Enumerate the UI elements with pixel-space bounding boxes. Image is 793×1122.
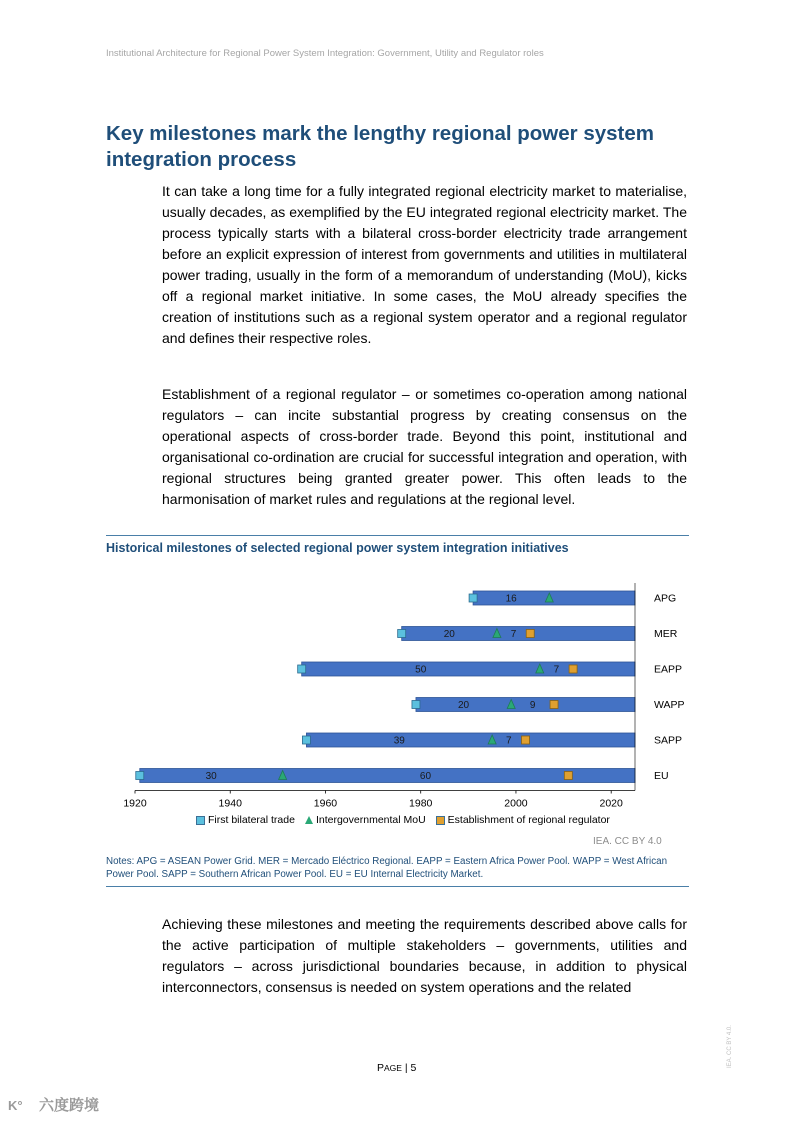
marker-regulator: [564, 772, 572, 780]
figure-bottom-rule: [106, 886, 689, 887]
watermark-text: 六度跨境: [39, 1097, 100, 1114]
legend-label: Establishment of regional regulator: [447, 814, 610, 826]
category-label: APG: [654, 592, 677, 605]
category-label: WAPP: [654, 699, 685, 711]
gap-label: 20: [443, 629, 455, 640]
marker-first-bilateral: [302, 736, 310, 744]
category-label: SAPP: [654, 734, 683, 747]
gap-label: 39: [393, 735, 405, 747]
figure-title: Historical milestones of selected regional power system integration initiatives: [106, 541, 569, 555]
triangle-marker-icon: [305, 816, 313, 824]
figure-notes: Notes: APG = ASEAN Power Grid. MER = Mercado Eléctrico Regional. EAPP = Eastern Africa Power Pool. WAPP = West African Power Pool. SAPP = Southern African Power Pool. EU = EU Internal Electricity Market.: [106, 856, 668, 880]
x-tick-label: 1920: [123, 797, 147, 810]
category-label: EU: [654, 770, 669, 782]
gap-label: 60: [419, 771, 432, 782]
svg-text:K°: K°: [8, 1097, 23, 1113]
legend-item-regulator: [436, 814, 610, 826]
marker-regulator: [550, 701, 558, 709]
running-header: Institutional Architecture for Regional Power System Integration: Government, Utility and Regulator roles: [106, 48, 544, 59]
marker-first-bilateral: [298, 665, 306, 673]
gap-label: 9: [529, 700, 536, 711]
watermark: [8, 1094, 99, 1115]
gap-label: 20: [458, 700, 470, 711]
category-label: EAPP: [654, 663, 683, 676]
watermark-logo-icon: [8, 1095, 36, 1115]
body-paragraph-1: It can take a long time for a fully integrated regional electricity market to materialise, usually decades, as exemplified by the EU integrated regional electricity market. The process typically starts with a bilateral cross-border electricity trade arrangement before an explicit expression of interest from governments and utilities in multilateral power trading, usually in the form of a memorandum of understanding (MoU), kicks off a regional market initiative. In some cases, the MoU already specifies the creation of institutions such as a regional system operator and a regional regulator and defines their respective roles.: [162, 183, 687, 346]
gap-label: 7: [553, 664, 560, 676]
marker-first-bilateral: [398, 630, 406, 638]
legend-label: First bilateral trade: [208, 814, 295, 826]
marker-regulator: [521, 736, 529, 744]
x-tick-label: 1980: [409, 797, 433, 810]
gap-label: 7: [510, 629, 517, 640]
figure-source: IEA. CC BY 4.0: [593, 836, 662, 847]
legend-item-mou: [305, 814, 426, 826]
x-tick-label: 2000: [504, 797, 528, 810]
square-marker-icon: [196, 816, 205, 825]
square-marker-icon: [436, 816, 445, 825]
x-tick-label: 1960: [313, 797, 338, 810]
side-license: IEA. CC BY 4.0.: [727, 1025, 733, 1068]
gap-label: 50: [415, 664, 427, 676]
timeline-bar-wapp: [416, 698, 635, 712]
marker-first-bilateral: [136, 772, 144, 780]
body-paragraph-3: Achieving these milestones and meeting the requirements described above calls for the active participation of multiple stakeholders – governments, utilities and regulators – across jurisdictional boundaries because, in addition to physical interconnectors, consensus is needed on system operations and the related: [162, 916, 687, 995]
gap-label: 16: [505, 593, 517, 605]
timeline-bar-mer: [402, 627, 635, 641]
milestones-chart: [100, 570, 700, 810]
marker-regulator: [569, 665, 577, 673]
chart-legend: [196, 814, 610, 826]
marker-first-bilateral: [412, 701, 420, 709]
timeline-bar-apg: [473, 591, 635, 605]
legend-item-first-bilateral: [196, 814, 295, 826]
gap-label: 7: [506, 735, 512, 747]
body-paragraph-2: Establishment of a regional regulator – or sometimes co-operation among national regulators – can incite substantial progress by creating consensus on the operational aspects of cross-border trade. Beyond this point, institutional and organisational co-ordination are crucial for successful integration and operation, with regional structures being granted greater power. This often leads to the harmonisation of market rules and regulations at the regional level.: [162, 386, 687, 507]
page-title: Key milestones mark the lengthy regional power system integration process: [106, 122, 654, 171]
gap-label: 30: [205, 771, 217, 782]
category-label: MER: [654, 628, 678, 640]
timeline-bar-sapp: [306, 733, 635, 747]
marker-regulator: [526, 630, 534, 638]
legend-label: Intergovernmental MoU: [315, 814, 426, 826]
marker-first-bilateral: [469, 594, 477, 602]
figure-top-rule: [106, 535, 689, 536]
timeline-bar-eapp: [302, 662, 635, 676]
x-tick-label: 2020: [599, 797, 623, 810]
page-number: PAGE | 5: [377, 1062, 417, 1074]
x-tick-label: 1940: [218, 797, 242, 810]
